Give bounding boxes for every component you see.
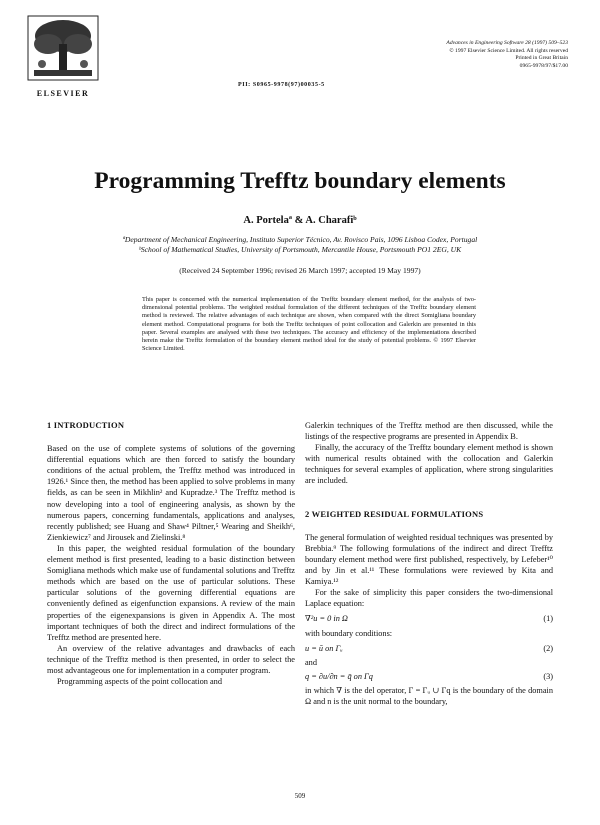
equation-2-body: u = ū on Γᵤ bbox=[305, 643, 343, 653]
left-column bbox=[47, 420, 295, 687]
pii-code: PII: S0965-9978(97)00035-5 bbox=[238, 82, 325, 88]
elsevier-tree-icon bbox=[26, 14, 100, 82]
intro-continuation: Galerkin techniques of the Trefftz method are then discussed, while the listings of the respective programs are presented in Appendix B. bbox=[305, 421, 553, 442]
intro-paragraph-3: An overview of the relative advantages and drawbacks of each technique of the Trefftz method is then presented, in order to select the most advantageous one for implementation in a computer program. bbox=[47, 643, 295, 675]
intro-paragraph-5: Finally, the accuracy of the Trefftz boundary element method is shown with numerical results obtained with the collocation and Galerkin techniques for several examples of application, where strong singularities are included. bbox=[305, 443, 553, 486]
affiliation-a: ªDepartment of Mechanical Engineering, Instituto Superior Técnico, Av. Rovisco Pais, 1096 Lisboa Codex, Portugal bbox=[122, 235, 478, 244]
copyright-line: © 1997 Elsevier Science Limited. All rights reserved bbox=[449, 47, 568, 54]
paper-title: Programming Trefftz boundary elements bbox=[94, 168, 506, 194]
journal-citation: Advances in Engineering Software 28 (1997) 509–523 bbox=[446, 40, 568, 46]
section-1-heading: 1 INTRODUCTION bbox=[47, 420, 125, 430]
paper-authors: A. Portelaª & A. Charafiᵇ bbox=[243, 215, 357, 226]
intro-paragraph-1: Based on the use of complete systems of solutions of the governing differential equations which are then forced to satisfy the boundary conditions of the actual problem, the Trefftz method was introduced in 1926.¹ Since then, the method has been applied to solve problems in many fields, as can be seen in Mikhlin² and Kupradze.³ The Trefftz method is now developing into a tool of engineering analysis, as shown by the numerous papers, concerning fundamentals, applications and analyses, recently published; see Huang and Shaw⁴ Piltner,⁵ Wearing and Sheikh⁶, Zienkiewicz⁷ and Jirousek and Zielinski.⁸ bbox=[47, 444, 295, 542]
intro-paragraph-4: Programming aspects of the point collocation and bbox=[57, 677, 222, 687]
received-dates: (Received 24 September 1996; revised 26 March 1997; accepted 19 May 1997) bbox=[179, 266, 421, 275]
and-label: and bbox=[305, 657, 317, 667]
page-number: 509 bbox=[294, 792, 306, 800]
equation-2 bbox=[305, 643, 553, 654]
journal-info bbox=[446, 40, 568, 70]
issn-price: 0965-9978/97/$17.00 bbox=[519, 62, 568, 69]
equation-3 bbox=[305, 671, 553, 682]
equation-2-number: (2) bbox=[543, 643, 553, 653]
equation-1 bbox=[305, 613, 553, 624]
intro-paragraph-2: In this paper, the weighted residual formulation of the boundary element method is first presented, leading to a basic distinction between Somigliana methods which make use of fundamental solutions and Trefftz methods which are based on the use of particular solutions. These particular solutions of the governing differential equations are conveniently defined as eigenfunction expansions. A review of the main properties of the eigenexpansions is given in Appendix A. The most important techniques of both the direct and indirect formulations of the Trefftz method are presented here. bbox=[47, 543, 295, 642]
publisher-logo bbox=[26, 14, 100, 96]
affiliations bbox=[40, 235, 560, 254]
boundary-conditions-label: with boundary conditions: bbox=[305, 629, 393, 639]
printed-in: Printed in Great Britain bbox=[515, 55, 568, 62]
equation-3-body: q = ∂u/∂n = q̄ on Γq bbox=[305, 671, 373, 681]
publisher-name: ELSEVIER bbox=[36, 89, 90, 98]
equation-1-number: (1) bbox=[543, 614, 553, 624]
affiliation-b: ᵇSchool of Mathematical Studies, University of Portsmouth, Mercantile House, Portsmouth PO1 2EG, UK bbox=[138, 244, 462, 254]
section-2-heading: 2 WEIGHTED RESIDUAL FORMULATIONS bbox=[305, 508, 484, 519]
abstract: This paper is concerned with the numerical implementation of the Trefftz boundary element method, for the analysis of two-dimensional potential problems. The weighted residual formulation of the different techniques of the Trefftz boundary element method is reviewed. The relative advantages of each technique are shown, when compared with the direct Somigliana boundary element method. Computational programs for both the Trefftz techniques of point collocation and Galerkin are presented in this paper. Several examples are analysed with these two techniques. The accuracy and efficiency of the implementations described herein make the Trefftz formulation of the boundary element method ideal for the study of potential problems. © 1997 Elsevier Science Limited. bbox=[142, 296, 476, 353]
wrf-paragraph-1: The general formulation of weighted residual techniques was presented by Brebbia.⁹ The following formulations of the indirect and direct Trefftz boundary element method were first published, respectively, by Lefeber¹⁰ and by Jin et al.¹¹ These formulations were reviewed by Kita and Kamiya.¹² bbox=[305, 532, 553, 587]
equation-3-number: (3) bbox=[543, 671, 553, 681]
wrf-paragraph-2: For the sake of simplicity this paper considers the two-dimensional Laplace equation: bbox=[305, 588, 553, 609]
equation-1-body: ∇²u = 0 in Ω bbox=[305, 614, 348, 624]
wrf-closing-text: in which ∇ is the del operator, Γ = Γᵤ ∪ Γq is the boundary of the domain Ω and n is the unit normal to the boundary, bbox=[305, 685, 553, 706]
right-column bbox=[305, 420, 553, 707]
